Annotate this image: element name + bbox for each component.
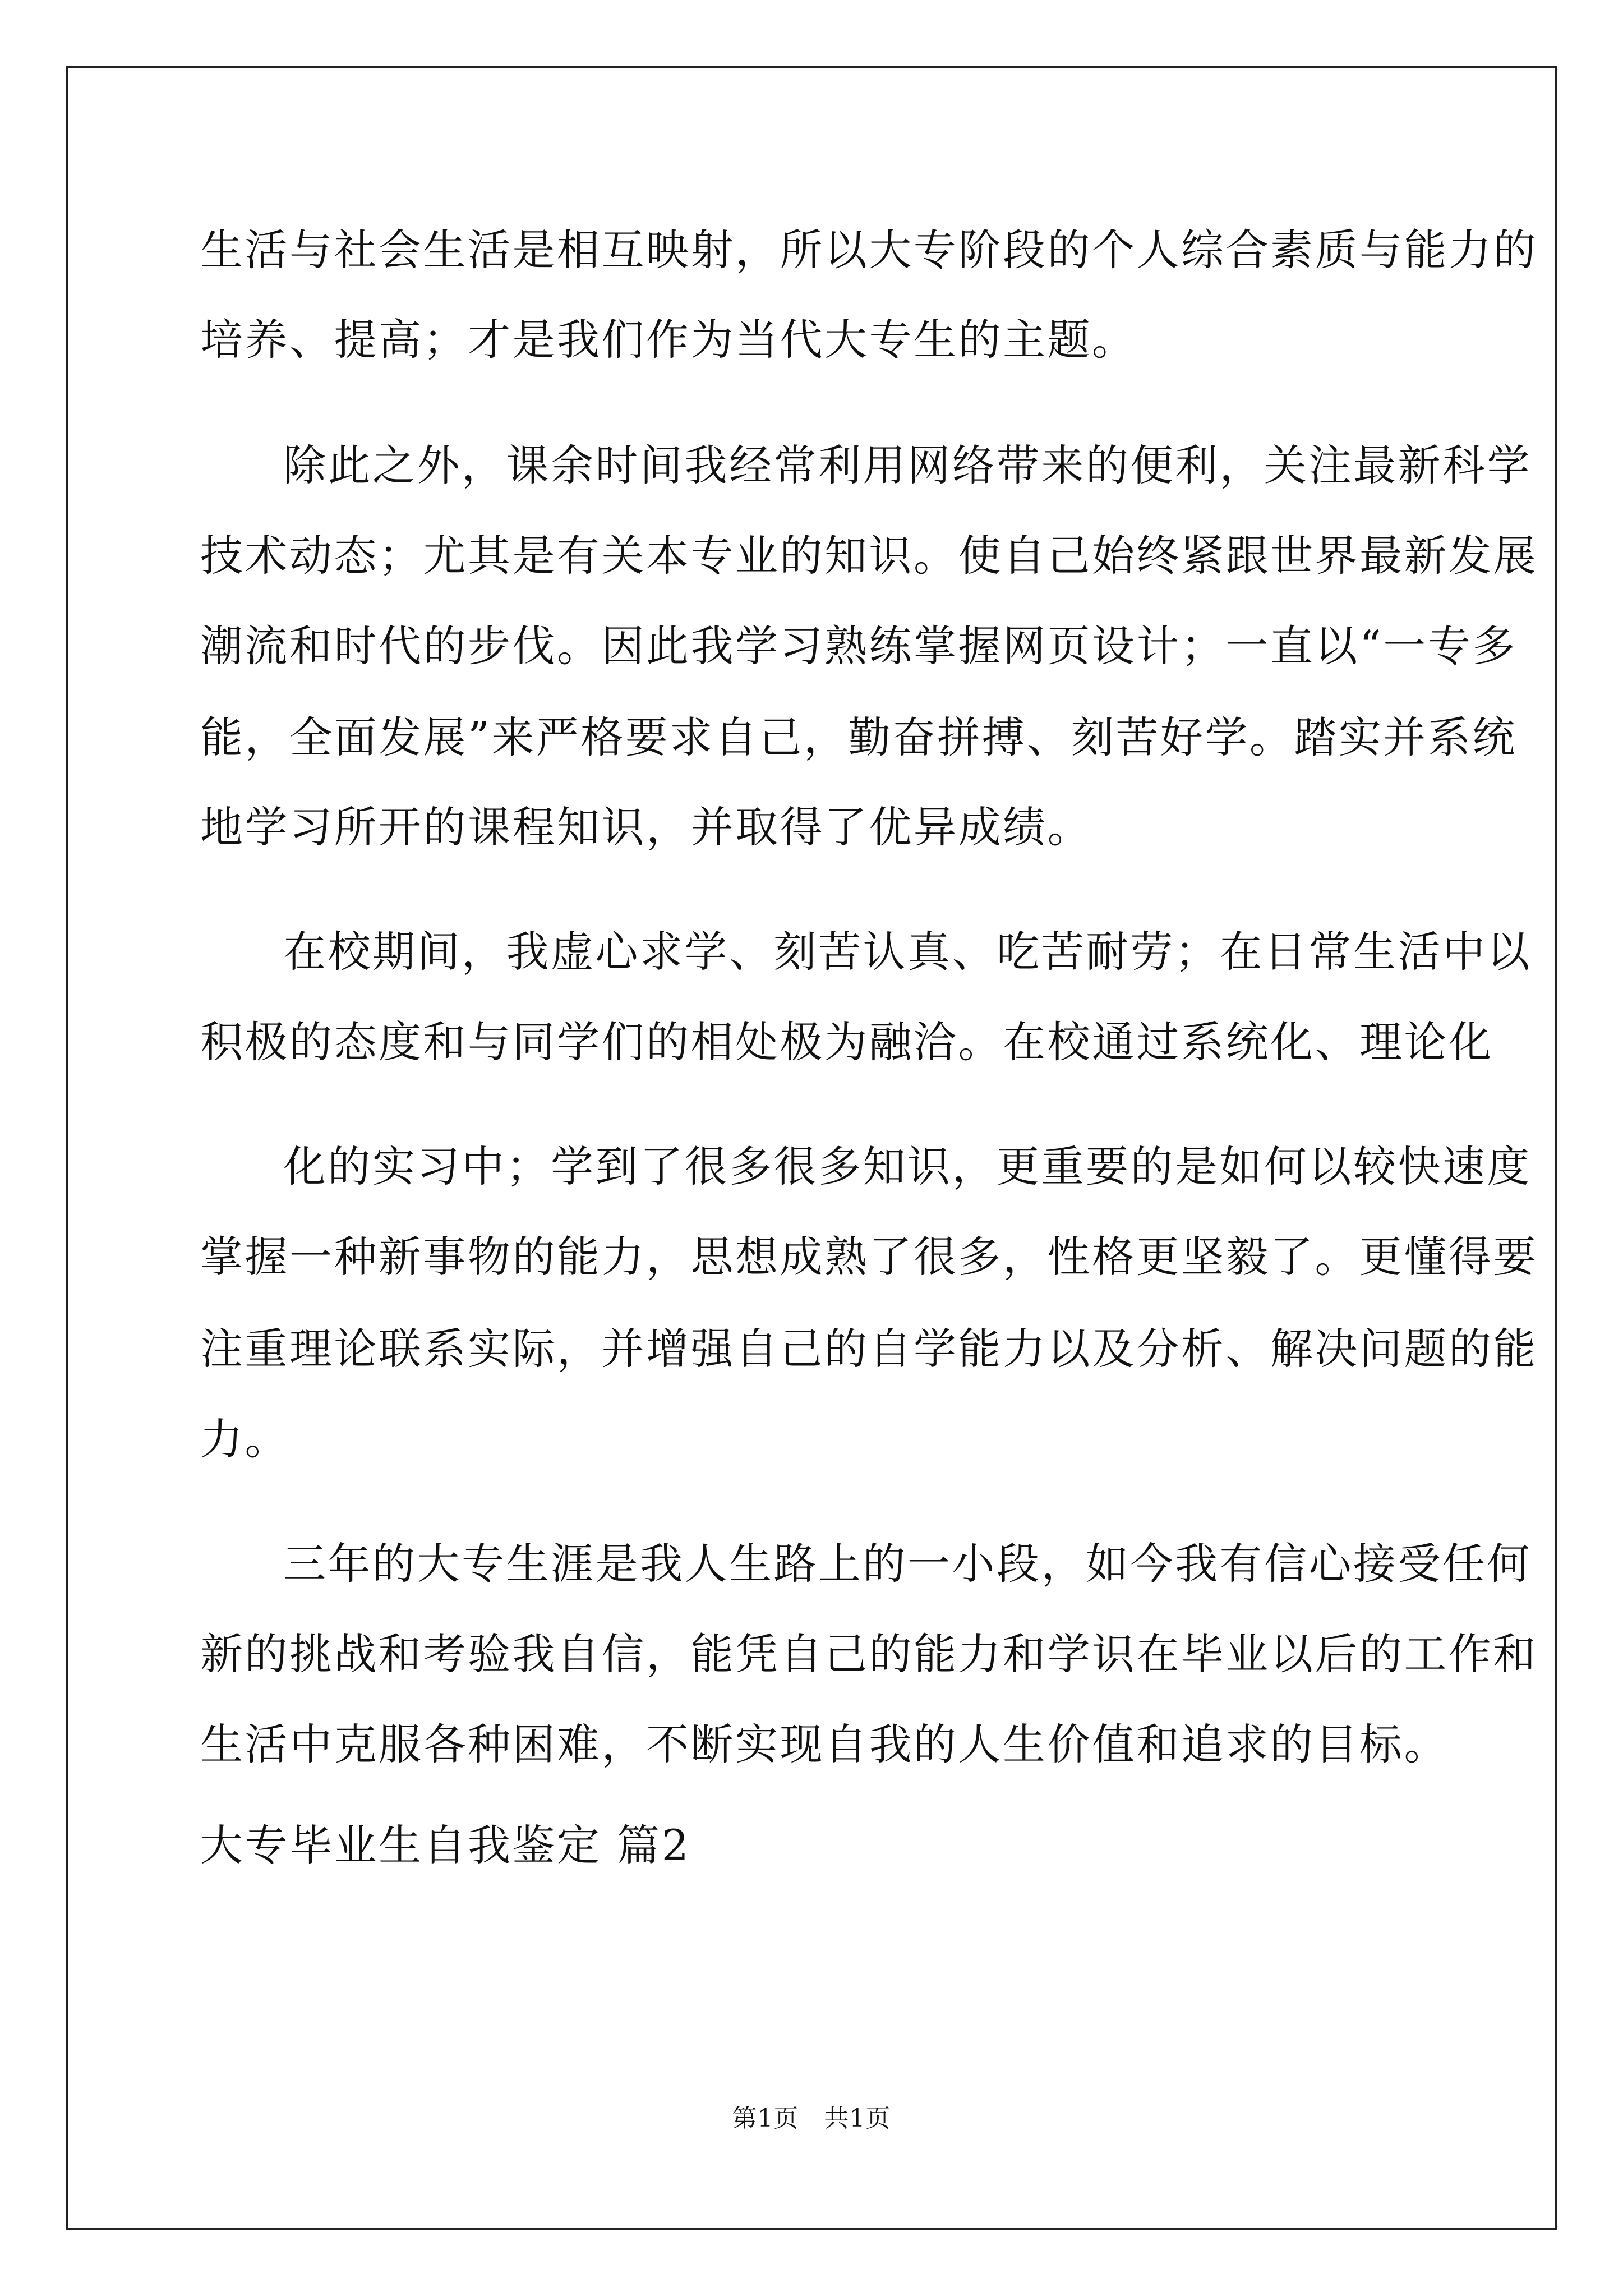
section-heading: 大专毕业生自我鉴定 篇2 xyxy=(200,1820,691,1870)
text-line: 除此之外，课余时间我经常利用网络带来的便利，关注最新科学 xyxy=(283,440,1532,490)
text-line: 生活中克服各种困难，不断实现自我的人生价值和追求的目标。 xyxy=(200,1719,1449,1769)
text-line: 力。 xyxy=(200,1414,289,1464)
text-line: 三年的大专生涯是我人生路上的一小段，如今我有信心接受任何 xyxy=(283,1539,1532,1589)
text-line: 掌握一种新事物的能力，思想成熟了很多，性格更坚毅了。更懂得要 xyxy=(200,1232,1538,1282)
text-line: 能，全面发展”来严格要求自己，勤奋拼搏、刻苦好学。踏实并系统 xyxy=(200,712,1517,762)
text-line: 注重理论联系实际，并增强自己的自学能力以及分析、解决问题的能 xyxy=(200,1324,1538,1374)
text-line: 技术动态；尤其是有关本专业的知识。使自己始终紧跟世界最新发展 xyxy=(200,531,1538,581)
text-line: 生活与社会生活是相互映射，所以大专阶段的个人综合素质与能力的 xyxy=(200,225,1538,275)
text-line: 潮流和时代的步伐。因此我学习熟练掌握网页设计；一直以“一专多 xyxy=(200,621,1517,671)
text-line: 新的挑战和考验我自信，能凭自己的能力和学识在毕业以后的工作和 xyxy=(200,1629,1538,1679)
page-footer: 第1页 共1页 xyxy=(732,2104,891,2133)
text-line: 在校期间，我虚心求学、刻苦认真、吃苦耐劳；在日常生活中以 xyxy=(283,927,1532,977)
text-line: 培养、提高；才是我们作为当代大专生的主题。 xyxy=(200,315,1137,365)
text-line: 积极的态度和与同学们的相处极为融洽。在校通过系统化、理论化 xyxy=(200,1017,1493,1067)
text-line: 地学习所开的课程知识，并取得了优异成绩。 xyxy=(200,802,1092,852)
text-line: 化的实习中；学到了很多很多知识，更重要的是如何以较快速度 xyxy=(283,1142,1532,1191)
